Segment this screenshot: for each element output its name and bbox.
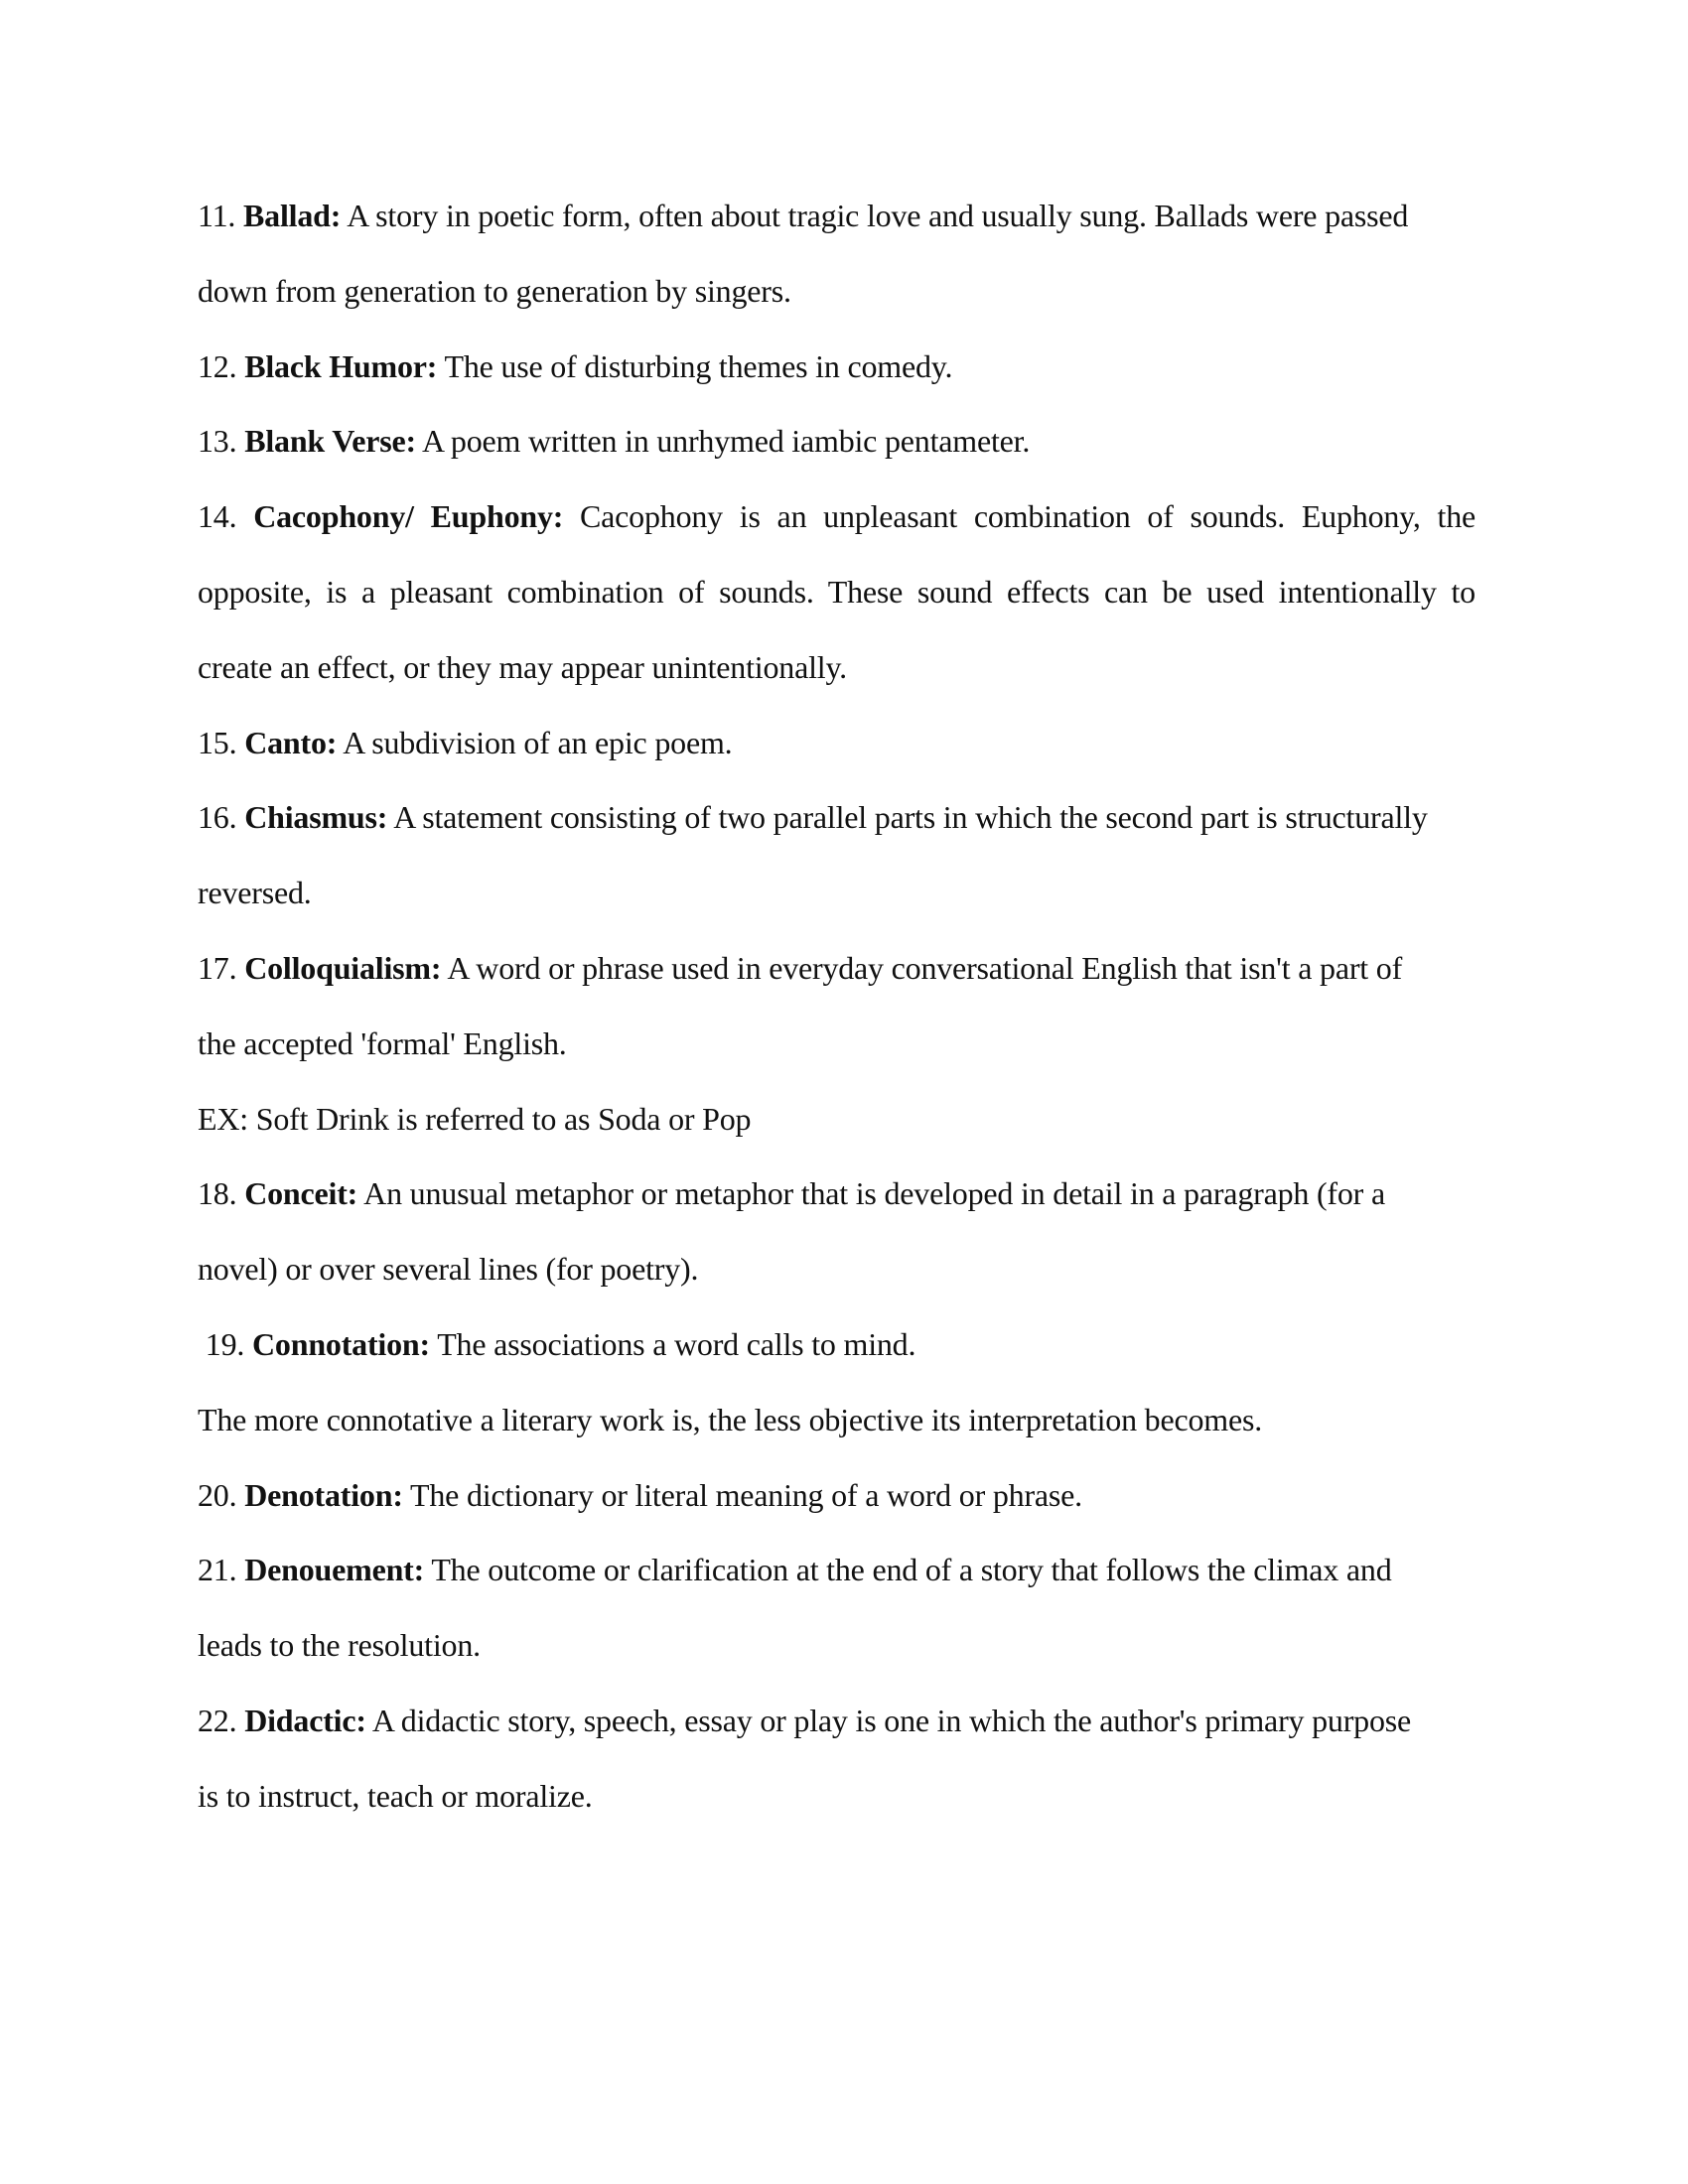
entry-definition: A poem written in unrhymed iambic pentameter. [415, 423, 1031, 460]
entry-definition: A word or phrase used in everyday conversational English that isn't a part of [441, 949, 1403, 986]
glossary-entry-line [198, 1684, 1476, 1759]
entry-number: 13. [198, 423, 245, 460]
entry-term: Conceit: [244, 1175, 358, 1212]
entry-number: 12. [198, 347, 245, 384]
entry-number: 21. [198, 1552, 245, 1588]
text-line [198, 1232, 1476, 1307]
entry-number: 15. [198, 724, 245, 760]
entry-definition: The dictionary or literal meaning of a word or phrase. [402, 1476, 1082, 1513]
entry-definition: leads to the resolution. [198, 1627, 481, 1664]
entry-definition: reversed. [198, 875, 312, 911]
entry-definition: down from generation to generation by singers. [198, 272, 791, 309]
entry-definition: the accepted 'formal' English. [198, 1024, 567, 1061]
entry-term: Blank Verse: [244, 423, 416, 460]
glossary-entry-line [198, 931, 1476, 1007]
entry-definition: The associations a word calls to mind. [429, 1325, 916, 1362]
entry-term: Colloquialism: [244, 949, 442, 986]
entry-definition: A story in poetic form, often about tragic love and usually sung. Ballads were passed [341, 198, 1409, 233]
entry-definition: The more connotative a literary work is, the less objective its interpretation becomes. [198, 1401, 1263, 1437]
entry-definition: Cacophony is an unpleasant combination of sounds. Euphony, the [563, 498, 1476, 535]
text-line [198, 555, 1476, 630]
text-line [198, 856, 1476, 931]
entry-term: Canto: [244, 724, 338, 760]
glossary-entry-line [198, 1307, 1476, 1383]
glossary-entry-line [198, 404, 1476, 479]
entry-definition: The outcome or clarification at the end of a story that follows the climax and [424, 1552, 1392, 1588]
entry-term: Black Humor: [244, 347, 438, 384]
entry-definition: An unusual metaphor or metaphor that is developed in detail in a paragraph (for a [357, 1175, 1385, 1212]
entry-definition: The use of disturbing themes in comedy. [437, 347, 953, 384]
text-line [198, 254, 1476, 330]
glossary-entry-line [198, 330, 1476, 405]
entry-definition: A didactic story, speech, essay or play is one in which the author's primary purpose [365, 1702, 1412, 1738]
entry-number: 18. [198, 1175, 245, 1212]
entry-term: Connotation: [252, 1325, 430, 1362]
entry-number: 17. [198, 949, 245, 986]
entry-definition: EX: Soft Drink is referred to as Soda or Pop [198, 1100, 752, 1137]
entry-term: Denotation: [244, 1476, 403, 1513]
entry-definition: create an effect, or they may appear unintentionally. [198, 648, 847, 685]
entry-term: Cacophony/ Euphony: [253, 498, 564, 535]
entry-definition: is to instruct, teach or moralize. [198, 1777, 593, 1814]
entry-definition: A statement consisting of two parallel parts in which the second part is structurally [387, 799, 1428, 836]
glossary-entry-line [198, 1157, 1476, 1232]
text-line [198, 1082, 1476, 1158]
entry-definition: A subdivision of an epic poem. [337, 724, 733, 760]
glossary-entry-line [198, 179, 1476, 254]
glossary-entry-line [198, 479, 1476, 555]
entry-number: 16. [198, 799, 245, 836]
entry-definition: opposite, is a pleasant combination of sounds. These sound effects can be used intentionally to [198, 573, 1476, 610]
entry-term: Ballad: [243, 198, 342, 233]
text-line [198, 630, 1476, 706]
text-line [198, 1759, 1476, 1835]
entry-number: 20. [198, 1476, 245, 1513]
entry-number: 22. [198, 1702, 245, 1738]
entry-number: 19. [198, 1325, 253, 1362]
entry-term: Chiasmus: [244, 799, 388, 836]
text-line [198, 1608, 1476, 1684]
entry-number: 11. [198, 198, 244, 233]
entry-term: Didactic: [244, 1702, 366, 1738]
entry-number: 14. [198, 498, 254, 535]
entry-definition: novel) or over several lines (for poetry). [198, 1251, 699, 1288]
text-line [198, 1007, 1476, 1082]
glossary-entry-line [198, 780, 1476, 856]
glossary-entry-line [198, 706, 1476, 781]
glossary-entry-line [198, 1458, 1476, 1534]
entry-term: Denouement: [244, 1552, 425, 1588]
glossary-entry-line [198, 1533, 1476, 1608]
text-line [198, 1383, 1476, 1458]
glossary-page [198, 179, 1476, 1835]
